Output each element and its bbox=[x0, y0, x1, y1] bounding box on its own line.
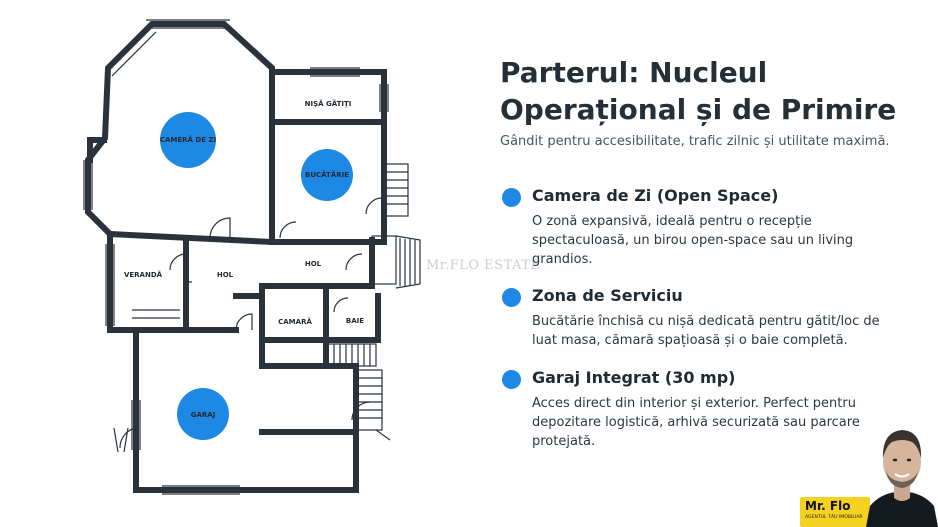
watermark: Mr.FLO ESTATE bbox=[426, 258, 541, 273]
feature-heading: Zona de Serviciu bbox=[532, 286, 683, 305]
room-label-nisa-gatit: NIȘĂ GĂTIȚI bbox=[304, 100, 352, 108]
feature-heading: Garaj Integrat (30 mp) bbox=[532, 368, 736, 387]
info-panel bbox=[500, 54, 920, 149]
room-label-veranda: VERANDĂ bbox=[123, 271, 163, 279]
logo-tagline: AGENTUL TĂU IMOBILIAR bbox=[805, 515, 863, 520]
title-line-1: Parterul: Nucleul bbox=[500, 56, 768, 89]
room-label-camera-de-zi: CAMERĂ DE ZI bbox=[159, 136, 217, 144]
logo-brand: Mr. Flo bbox=[805, 499, 851, 513]
brand-logo bbox=[800, 497, 870, 527]
title-line-2: Operațional și de Primire bbox=[500, 93, 897, 126]
blue-circle-bullet-icon bbox=[502, 288, 521, 307]
room-label-hol-1: HOL bbox=[216, 271, 234, 279]
feature-description: O zonă expansivă, ideală pentru o recepție spectaculoasă, un birou open-space sau un living grandios. bbox=[532, 214, 854, 267]
feature-garaj-integrat bbox=[500, 368, 900, 458]
page-title bbox=[500, 54, 920, 128]
blue-circle-bullet-icon bbox=[502, 370, 521, 389]
agent-portrait-icon bbox=[866, 418, 938, 527]
room-label-garaj: GARAJ bbox=[190, 411, 216, 419]
room-label-baie: BAIE bbox=[345, 317, 365, 325]
room-label-camara: CAMARĂ bbox=[278, 318, 312, 326]
feature-heading: Camera de Zi (Open Space) bbox=[532, 186, 779, 205]
blue-circle-bullet-icon bbox=[502, 188, 521, 207]
feature-zona-de-serviciu bbox=[500, 286, 900, 356]
feature-camera-de-zi bbox=[500, 186, 900, 266]
room-label-hol-2: HOL bbox=[304, 260, 322, 268]
subtitle: Gândit pentru accesibilitate, trafic zilnic și utilitate maximă. bbox=[500, 134, 890, 149]
feature-description: Acces direct din interior și exterior. Perfect pentru depozitare logistică, arhivă securizată sau parcare protejată. bbox=[532, 396, 860, 449]
room-label-bucatarie: BUCĂTĂRIE bbox=[305, 171, 349, 179]
feature-description: Bucătărie închisă cu nișă dedicată pentru gătit/loc de luat masa, cămară spațioasă și o baie completă. bbox=[532, 314, 880, 348]
